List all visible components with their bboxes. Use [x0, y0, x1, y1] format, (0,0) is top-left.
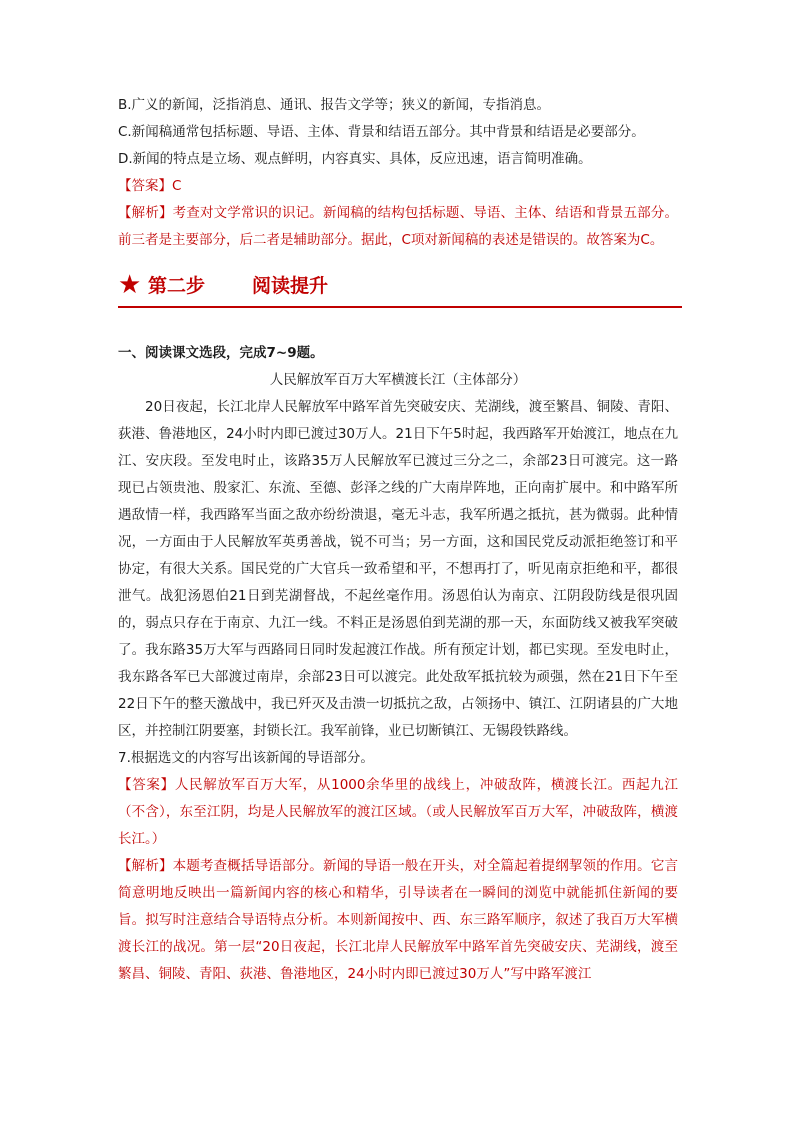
- answer-text: 人民解放军百万大军，从1000余华里的战线上，冲破敌阵，横渡长江。西起九江（不含），东至江阴，均是人民解放军的渡江区域。（或人民解放军百万大军，冲破敌阵，横渡长江。）: [118, 777, 678, 847]
- article-body: 20日夜起，长江北岸人民解放军中路军首先突破安庆、芜湖线，渡至繁昌、铜陵、青阳、荻港、鲁港地区，24小时内即已渡过30万人。21日下午5时起，我西路军开始渡江，地点在九江、安庆段。至发电时止，该路35万人民解放军已渡过三分之二，余部23日可渡完。这一路现已占领贵池、殷家汇、东流、至德、彭泽之线的广大南岸阵地，正向南扩展中。和中路军所遇敌情一样，我西路军当面之敌亦纷纷溃退，毫无斗志，我军所遇之抵抗，甚为微弱。此种情况，一方面由于人民解放军英勇善战，锐不可当；另一方面，这和国民党反动派拒绝签订和平协定，有很大关系。国民党的广大官兵一致希望和平，不想再打了，听见南京拒绝和平，都很泄气。战犯汤恩伯21日到芜湖督战，不起丝毫作用。汤恩伯认为南京、江阴段防线是很巩固的，弱点只存在于南京、九江一线。不料正是汤恩伯到芜湖的那一天，东面防线又被我军突破了。我东路35万大军与西路同日同时发起渡江作战。所有预定计划，都已实现。至发电时止，我东路各军已大部渡过南岸，余部23日可以渡完。此处敌军抵抗较为顽强，然在21日下午至22日下午的整天激战中，我已歼灭及击溃一切抵抗之敌，占领扬中、镇江、江阴诸县的广大地区，并控制江阴要塞，封锁长江。我军前锋，业已切断镇江、无锡段铁路线。: [118, 399, 678, 739]
- reading-heading: 一、阅读课文选段，完成7~9题。: [118, 345, 324, 361]
- section-step: 第二步: [148, 275, 206, 297]
- analysis-text: 本题考查概括导语部分。新闻的导语一般在开头，对全篇起着提纲挈领的作用。它言简意明地反映出一篇新闻内容的核心和精华，引导读者在一瞬间的浏览中就能抓住新闻的要旨。拟写时注意结合导语特点分析。本则新闻按中、西、东三路军顺序，叙述了我百万大军横渡长江的战况。第一层“20日夜起，长江北岸人民解放军中路军首先突破安庆、芜湖线，渡至繁昌、铜陵、青阳、荻港、鲁港地区，24小时内即已渡过30万人”写中路军渡江: [118, 858, 679, 982]
- section-title: 阅读提升: [252, 275, 329, 297]
- answer-label: 【答案】: [118, 777, 175, 793]
- star-icon: ★: [118, 270, 142, 300]
- option-d: D.新闻的特点是立场、观点鲜明，内容真实、具体，反应迅速，语言简明准确。: [118, 151, 592, 167]
- article-title: 人民解放军百万大军横渡长江（主体部分）: [269, 372, 527, 388]
- document-page: [118, 92, 678, 988]
- question-7: 7.根据选文的内容写出该新闻的导语部分。: [118, 750, 374, 766]
- option-b: B.广义的新闻，泛指消息、通讯、报告文学等；狭义的新闻，专指消息。: [118, 97, 551, 113]
- section-divider: [118, 306, 682, 308]
- answer-1: [118, 173, 678, 200]
- answer-label: 【答案】: [118, 178, 172, 194]
- analysis-7: [118, 853, 678, 988]
- analysis-1: [118, 200, 678, 254]
- analysis-text: 考查对文学常识的识记。新闻稿的结构包括标题、导语、主体、结语和背景五部分。前三者是主要部分，后二者是辅助部分。据此，C项对新闻稿的表述是错误的。故答案为C。: [118, 205, 679, 248]
- analysis-label: 【解析】: [118, 858, 173, 874]
- answer-value: C: [172, 178, 182, 194]
- answer-7: [118, 772, 678, 853]
- option-c: C.新闻稿通常包括标题、导语、主体、背景和结语五部分。其中背景和结语是必要部分。: [118, 124, 645, 140]
- section-header: [118, 266, 678, 310]
- analysis-label: 【解析】: [118, 205, 173, 221]
